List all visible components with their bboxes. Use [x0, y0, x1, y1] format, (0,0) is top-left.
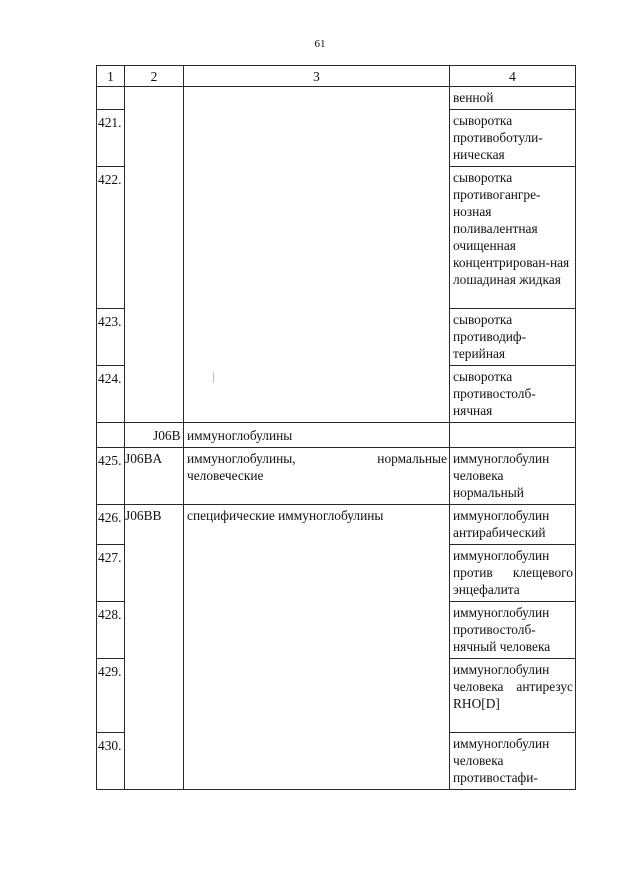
drug-name-cell: венной [450, 87, 576, 110]
drug-name-cell: иммуноглобулин антирабический [450, 505, 576, 545]
atc-name-cell [184, 733, 450, 790]
table-row [97, 733, 576, 790]
drug-name-cell: иммуноглобулин против клещевого энцефалита [450, 545, 576, 602]
atc-name-cell [184, 167, 450, 309]
table-row [97, 167, 576, 309]
atc-name-cell [184, 545, 450, 602]
table-row [97, 448, 576, 505]
atc-name-cell [184, 110, 450, 167]
header-col-3: 3 [184, 66, 450, 87]
row-number-cell: 427. [97, 545, 125, 602]
drug-name-cell: иммуноглобулин противостолб-нячный человека [450, 602, 576, 659]
row-number-cell: 429. [97, 659, 125, 733]
atc-code-cell [125, 659, 184, 733]
atc-code-cell [125, 110, 184, 167]
atc-name-cell [184, 448, 450, 505]
row-number-cell [97, 423, 125, 448]
table-row [97, 110, 576, 167]
table-row [97, 602, 576, 659]
table-row [97, 659, 576, 733]
header-col-2: 2 [125, 66, 184, 87]
table-header-row [97, 66, 576, 87]
row-number-cell: 428. [97, 602, 125, 659]
table-row [97, 545, 576, 602]
atc-name-cell: специфические иммуноглобулины [184, 505, 450, 545]
drug-name-cell: иммуноглобулин человека антирезус RHO[D] [450, 659, 576, 733]
row-number-cell: 430. [97, 733, 125, 790]
atc-name-part: нормальные [377, 451, 447, 466]
atc-code-cell [125, 602, 184, 659]
atc-code-cell: J06BB [125, 505, 184, 545]
atc-code-cell [125, 545, 184, 602]
atc-name-cell [184, 659, 450, 733]
atc-code-cell [125, 733, 184, 790]
drug-name-cell [450, 423, 576, 448]
scan-mark [213, 372, 214, 383]
atc-code-cell [125, 167, 184, 309]
atc-code-cell [125, 87, 184, 110]
table-row [97, 309, 576, 366]
row-number-cell: 426. [97, 505, 125, 545]
row-number-cell: 424. [97, 366, 125, 423]
drug-name-cell: иммуноглобулин человека противостафи- [450, 733, 576, 790]
row-number-cell [97, 87, 125, 110]
row-number-cell: 425. [97, 448, 125, 505]
atc-name-part: иммуноглобулины, [187, 451, 296, 466]
header-col-4: 4 [450, 66, 576, 87]
table-group-row [97, 423, 576, 448]
atc-name-cell [184, 309, 450, 366]
row-number-cell: 423. [97, 309, 125, 366]
row-number-cell: 422. [97, 167, 125, 309]
atc-name-cell: иммуноглобулины [184, 423, 450, 448]
drug-name-cell: сыворотка противодиф-терийная [450, 309, 576, 366]
drug-name-cell: иммуноглобулин человека нормальный [450, 448, 576, 505]
atc-name-cell [184, 602, 450, 659]
drug-name-cell: сыворотка противогангре-нозная поливалентная очищенная концентрирован-ная лошадиная жидкая [450, 167, 576, 309]
atc-code-cell [125, 366, 184, 423]
drug-name-cell: сыворотка противоботули-ническая [450, 110, 576, 167]
atc-code-cell [125, 309, 184, 366]
atc-name-cell [184, 366, 450, 423]
table-row [97, 505, 576, 545]
table-row [97, 366, 576, 423]
row-number-cell: 421. [97, 110, 125, 167]
atc-code-cell: J06B [125, 423, 184, 448]
header-col-1: 1 [97, 66, 125, 87]
atc-name-part: человеческие [187, 468, 264, 483]
atc-code-cell: J06BA [125, 448, 184, 505]
table-row [97, 87, 576, 110]
drug-name-cell: сыворотка противостолб-нячная [450, 366, 576, 423]
atc-name-cell [184, 87, 450, 110]
drug-list-table [96, 65, 576, 790]
page-number: 61 [314, 38, 326, 50]
